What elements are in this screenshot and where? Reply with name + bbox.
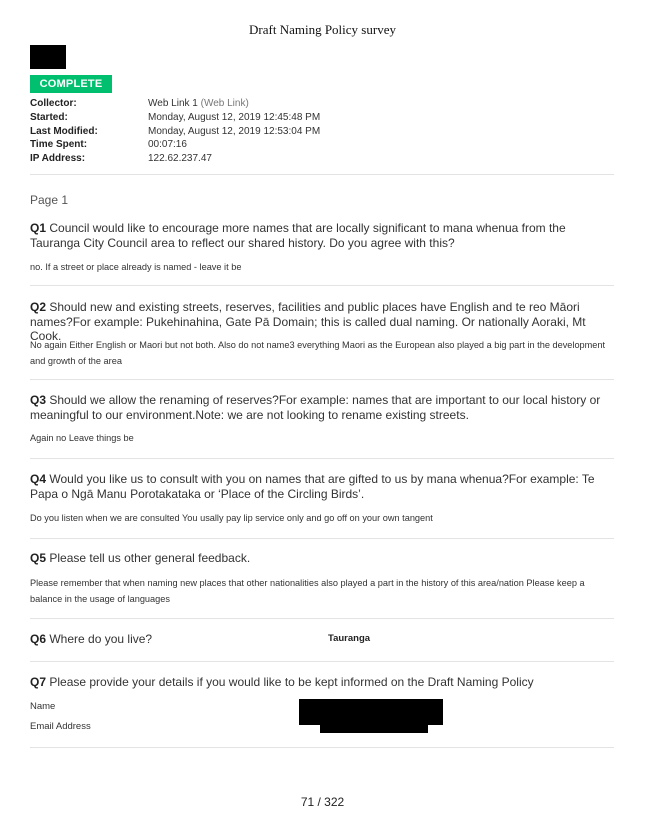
question-3 [30, 393, 614, 422]
ip-row [30, 152, 320, 166]
time-spent-label: Time Spent: [30, 139, 88, 151]
divider [30, 379, 614, 380]
answer-3: Again no Leave things be [30, 433, 134, 443]
started-row [30, 111, 320, 125]
question-text: Council would like to encourage more names that are locally significant to mana whenua from the Tauranga City Council area to reflect our shared history. Do you agree with this? [30, 221, 566, 250]
modified-value: Monday, August 12, 2019 12:53:04 PM [148, 125, 321, 137]
divider [30, 458, 614, 459]
question-5 [30, 551, 614, 566]
divider [30, 618, 614, 619]
started-label: Started: [30, 111, 68, 123]
answer-6: Tauranga [328, 633, 371, 644]
question-4 [30, 472, 614, 501]
modified-label: Last Modified: [30, 125, 98, 137]
collector-label: Collector: [30, 98, 77, 109]
question-text: Should we allow the renaming of reserves?For example: names that are important to our local history or meaningful to our environment.Note: we are not looking to rename existing streets. [30, 393, 601, 422]
redacted-logo [30, 45, 66, 69]
response-metadata [30, 97, 320, 166]
collector-row [30, 97, 320, 111]
divider [30, 174, 614, 175]
question-number: Q6 [30, 632, 47, 646]
question-number: Q3 [30, 393, 47, 407]
email-field-label: Email Address [30, 721, 91, 732]
ip-label: IP Address: [30, 153, 86, 165]
time-spent-value: 00:07:16 [148, 139, 187, 151]
divider [30, 538, 614, 539]
name-field-label: Name [30, 701, 56, 712]
divider [30, 285, 614, 286]
divider [30, 661, 614, 662]
time-spent-row [30, 138, 320, 152]
answer-2: No again Either English or Maori but not both. Also do not name3 everything Maori as the European also played a big part in the development and growth of the area [30, 340, 606, 366]
question-6 [30, 632, 310, 647]
divider [30, 747, 614, 748]
question-number: Q1 [30, 221, 47, 235]
question-text: Should new and existing streets, reserves, facilities and public places have English and te reo Māori names?For example: Pukehinahina, Gate Pā Domain; this is called dual naming. Or nationally Aoraki, Mt Cook. [30, 300, 586, 343]
question-number: Q7 [30, 675, 47, 689]
collector-type: (Web Link) [200, 98, 249, 109]
question-2 [30, 300, 614, 344]
question-number: Q4 [30, 472, 47, 486]
question-text: Where do you live? [49, 632, 153, 646]
question-text: Please provide your details if you would like to be kept informed on the Draft Naming Policy [49, 675, 534, 689]
started-value: Monday, August 12, 2019 12:45:48 PM [148, 111, 321, 123]
page-label: Page 1 [30, 193, 69, 207]
question-text: Would you like us to consult with you on names that are gifted to us by mana whenua?For example: Te Papa o Ngā Manu Porotakataka or ‘Place of the Circling Birds’. [30, 472, 595, 501]
redacted-email [320, 720, 428, 733]
answer-4: Do you listen when we are consulted You usally pay lip service only and go off on your own tangent [30, 513, 433, 523]
question-1 [30, 221, 614, 250]
page-number: 71 / 322 [300, 795, 345, 809]
collector-value: Web Link 1 [148, 98, 198, 109]
question-number: Q5 [30, 551, 47, 565]
question-7 [30, 675, 614, 690]
answer-5: Please remember that when naming new places that other nationalities also played a part in the history of this area/nation Please keep a balance in the usage of languages [30, 578, 585, 604]
question-text: Please tell us other general feedback. [49, 551, 251, 565]
question-number: Q2 [30, 300, 47, 314]
status-badge: COMPLETE [30, 75, 112, 93]
modified-row [30, 125, 320, 139]
answer-1: no. If a street or place already is named - leave it be [30, 262, 242, 272]
ip-value: 122.62.237.47 [148, 153, 212, 165]
document-title: Draft Naming Policy survey [249, 22, 396, 37]
